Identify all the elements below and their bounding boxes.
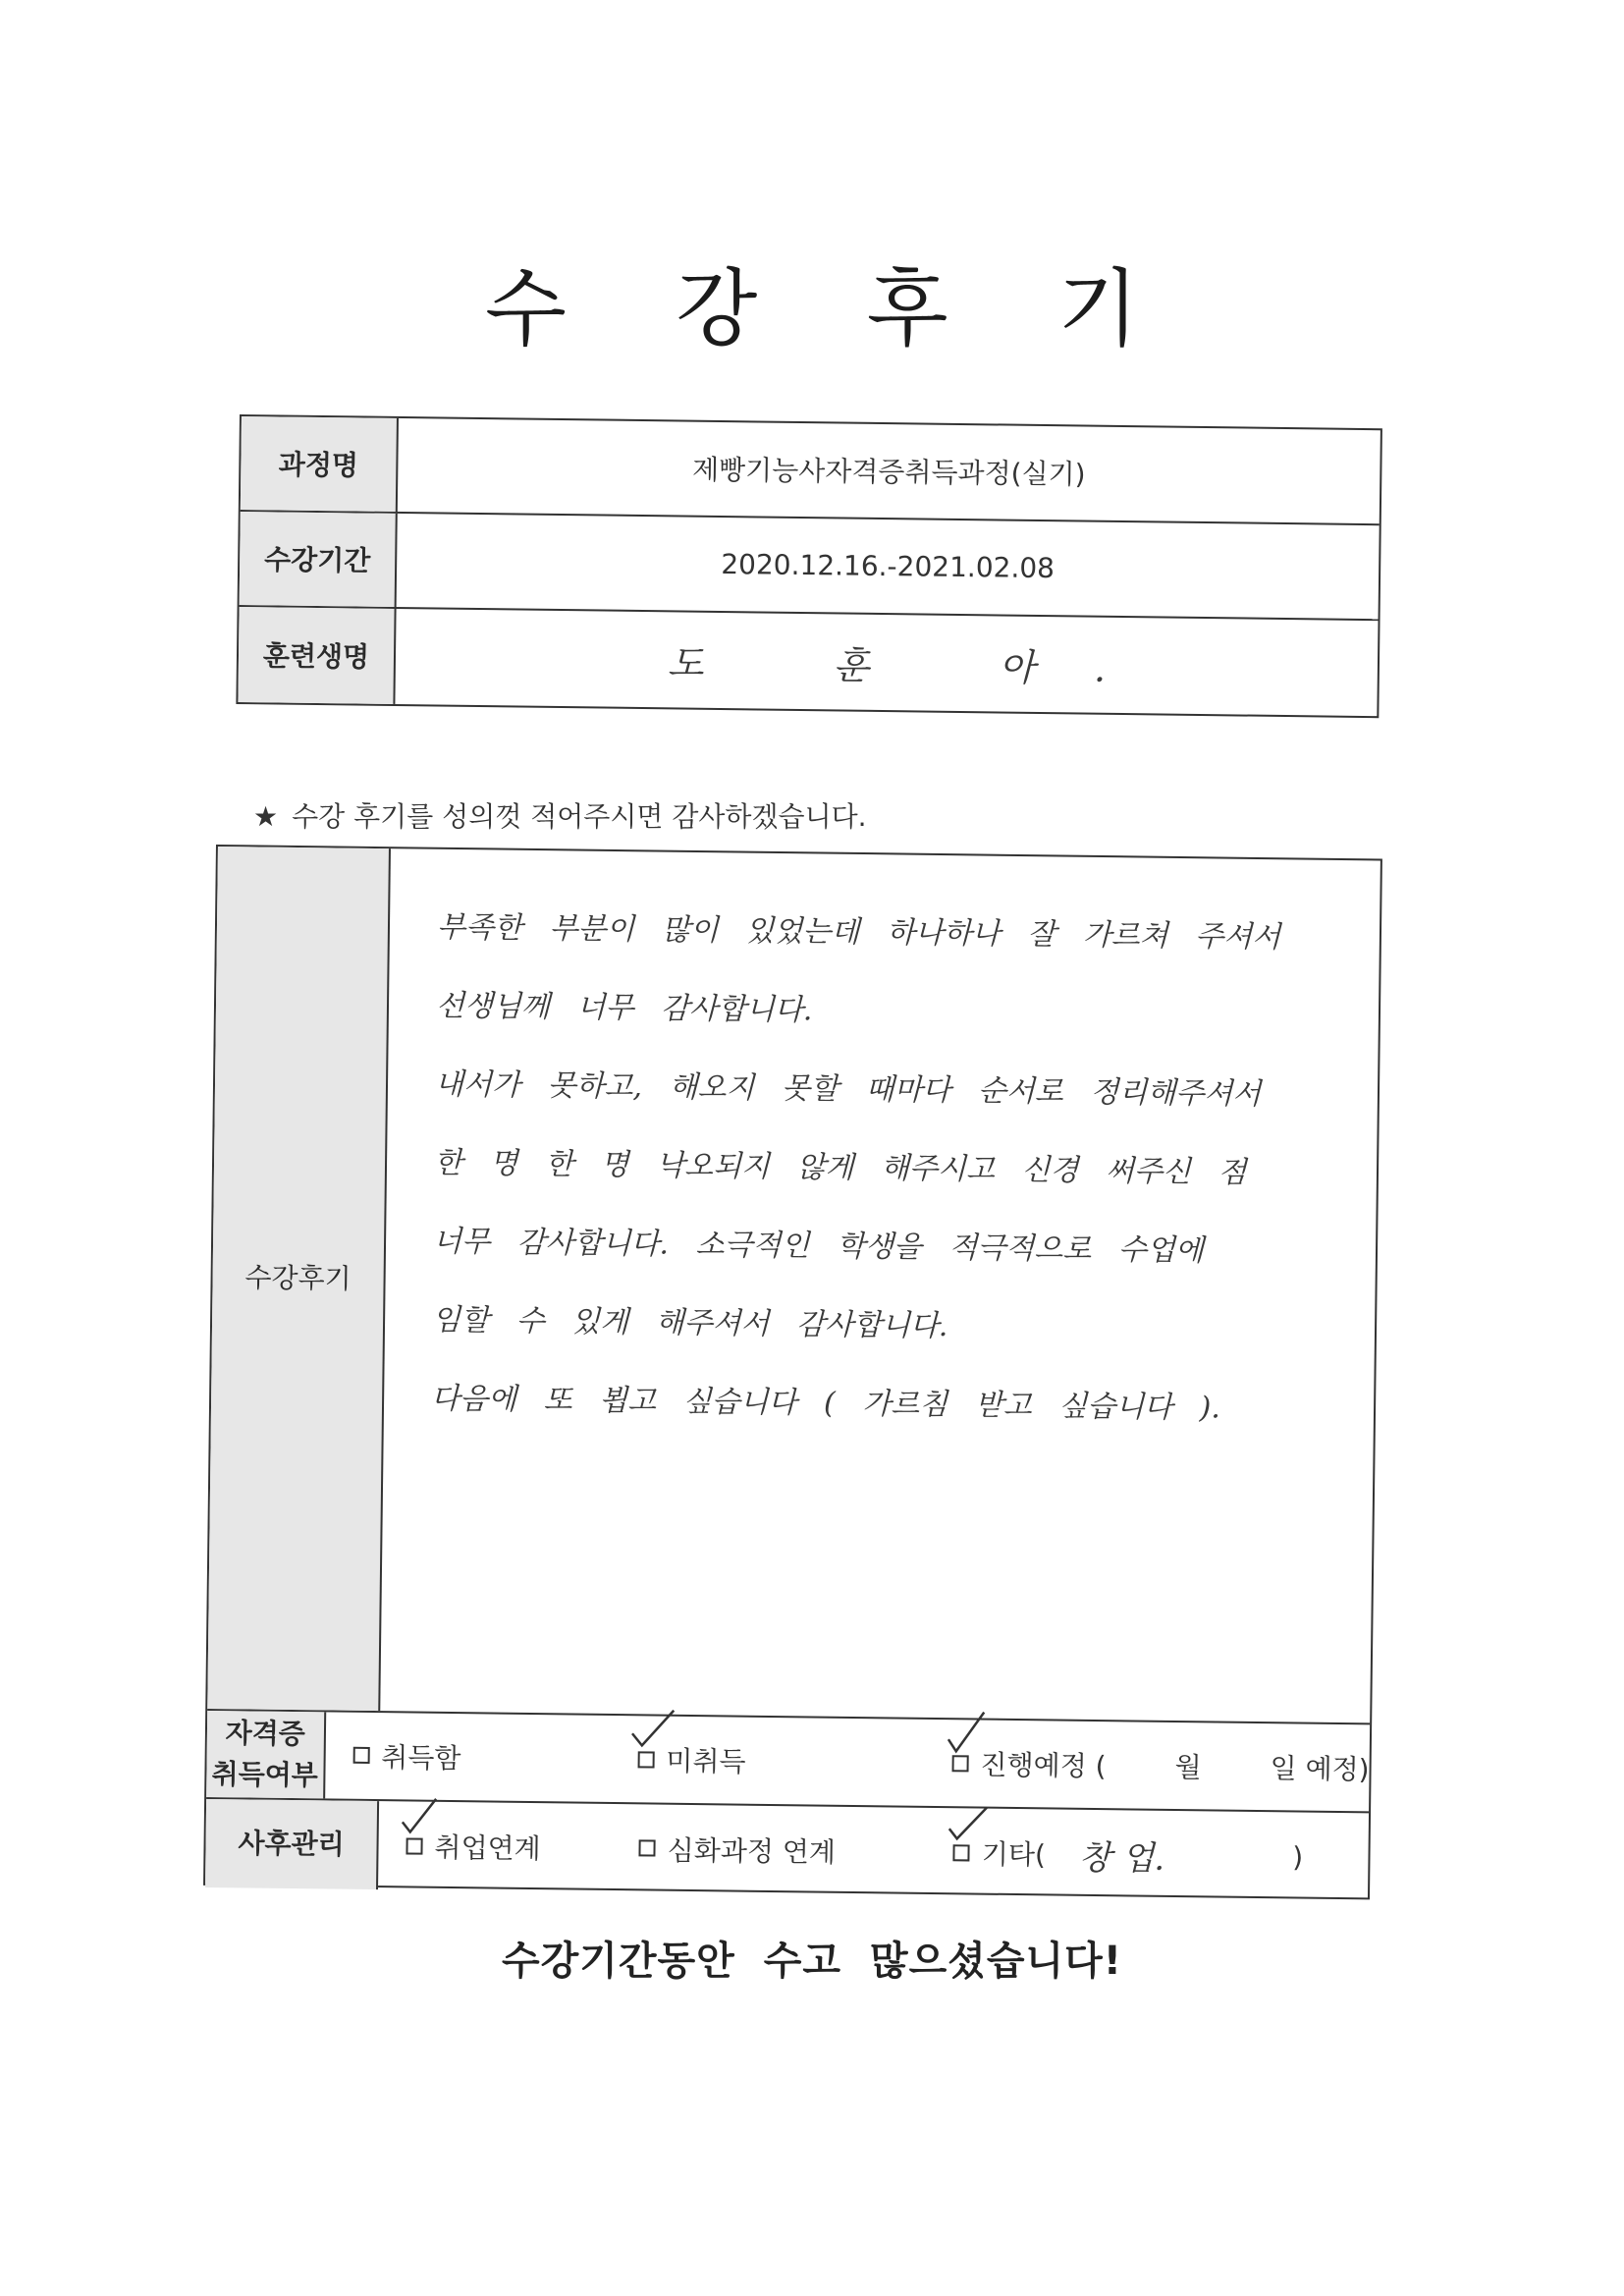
option-other[interactable] xyxy=(953,1829,1304,1881)
review-line: 내서가 못하고, 해오지 못할 때마다 순서로 정리해주셔서 xyxy=(434,1066,1262,1113)
checkbox-box xyxy=(951,1755,968,1772)
certification-options xyxy=(325,1712,1370,1811)
course-name-label: 과정명 xyxy=(241,416,399,512)
review-line: 너무 감사합니다. 소극적인 학생을 적극적으로 수업에 xyxy=(432,1224,1205,1269)
checkbox-employment[interactable] xyxy=(406,1830,434,1862)
option-employment-label: 취업연계 xyxy=(434,1831,541,1866)
certification-label-line2: 취득여부 xyxy=(211,1758,319,1792)
closing-message: 수강기간동안 수고 많으셨습니다! xyxy=(501,1939,1123,1984)
trainee-name-row xyxy=(238,607,1378,716)
option-not-acquired[interactable] xyxy=(637,1739,746,1779)
review-label: 수강후기 xyxy=(207,847,391,1711)
option-employment[interactable] xyxy=(406,1826,541,1867)
aftercare-options xyxy=(378,1801,1369,1901)
checkbox-box xyxy=(406,1837,422,1854)
review-table xyxy=(203,845,1382,1899)
review-line: 다음에 또 뵙고 싶습니다 ( 가르침 받고 싶습니다 ). xyxy=(430,1381,1221,1426)
option-other-label: 기타( xyxy=(981,1837,1047,1872)
option-acquired-label: 취득함 xyxy=(381,1741,461,1776)
course-name-value: 제빵기능사자격증취득과정(실기) xyxy=(691,454,1086,492)
review-handwriting xyxy=(431,889,1341,1449)
checkmark-icon xyxy=(944,1797,994,1847)
course-name-row xyxy=(241,416,1380,525)
course-period-label: 수강기간 xyxy=(240,512,398,607)
option-other-close: ) xyxy=(1292,1839,1304,1874)
star-icon: ★ xyxy=(253,800,279,833)
course-period-row xyxy=(240,512,1380,621)
option-other-value: 창 업. xyxy=(1078,1837,1165,1879)
checkbox-box xyxy=(953,1844,970,1861)
option-not-acquired-label: 미취득 xyxy=(666,1744,746,1778)
month-unit: 월 xyxy=(1174,1751,1202,1784)
checkbox-box xyxy=(637,1751,654,1768)
trainee-name-label: 훈련생명 xyxy=(238,607,396,704)
review-line: 한 명 한 명 낙오되지 않게 해주시고 신경 써주신 점 xyxy=(433,1145,1247,1190)
page-title: 수 강 후 기 xyxy=(484,260,1181,358)
option-advanced[interactable] xyxy=(639,1829,837,1870)
course-info-table xyxy=(236,414,1382,718)
checkbox-acquired[interactable] xyxy=(352,1746,369,1763)
notice-message: 수강 후기를 성의껏 적어주시면 감사하겠습니다. xyxy=(292,800,867,833)
checkmark-icon xyxy=(397,1790,447,1840)
certification-row xyxy=(206,1711,1370,1813)
review-body xyxy=(380,848,1380,1722)
review-line: 선생님께 너무 감사합니다. xyxy=(435,988,813,1028)
certification-label-line1: 자격증 xyxy=(225,1717,306,1751)
option-advanced-label: 심화과정 연계 xyxy=(667,1833,837,1869)
review-line: 임할 수 있게 해주셔서 감사합니다. xyxy=(431,1302,948,1344)
checkmark-icon xyxy=(943,1708,993,1758)
notice-text xyxy=(253,795,867,835)
course-period-value: 2020.12.16.-2021.02.08 xyxy=(721,547,1056,585)
option-acquired[interactable] xyxy=(352,1736,461,1777)
checkbox-planned[interactable] xyxy=(951,1747,980,1779)
certification-label xyxy=(206,1711,326,1798)
review-line: 부족한 부분이 많이 있었는데 하나하나 잘 가르쳐 주셔서 xyxy=(436,909,1281,956)
option-planned[interactable] xyxy=(951,1743,1370,1787)
aftercare-label: 사후관리 xyxy=(205,1799,379,1889)
checkbox-advanced[interactable] xyxy=(639,1839,656,1856)
trainee-name-value: 도 훈 아. xyxy=(667,641,1165,691)
review-row xyxy=(207,847,1380,1724)
day-unit: 일 예정) xyxy=(1270,1752,1370,1786)
checkmark-icon xyxy=(628,1704,678,1754)
option-planned-label: 진행예정 ( xyxy=(980,1748,1107,1783)
checkbox-other[interactable] xyxy=(953,1836,982,1869)
aftercare-row xyxy=(205,1799,1369,1901)
checkbox-not-acquired[interactable] xyxy=(637,1743,666,1776)
